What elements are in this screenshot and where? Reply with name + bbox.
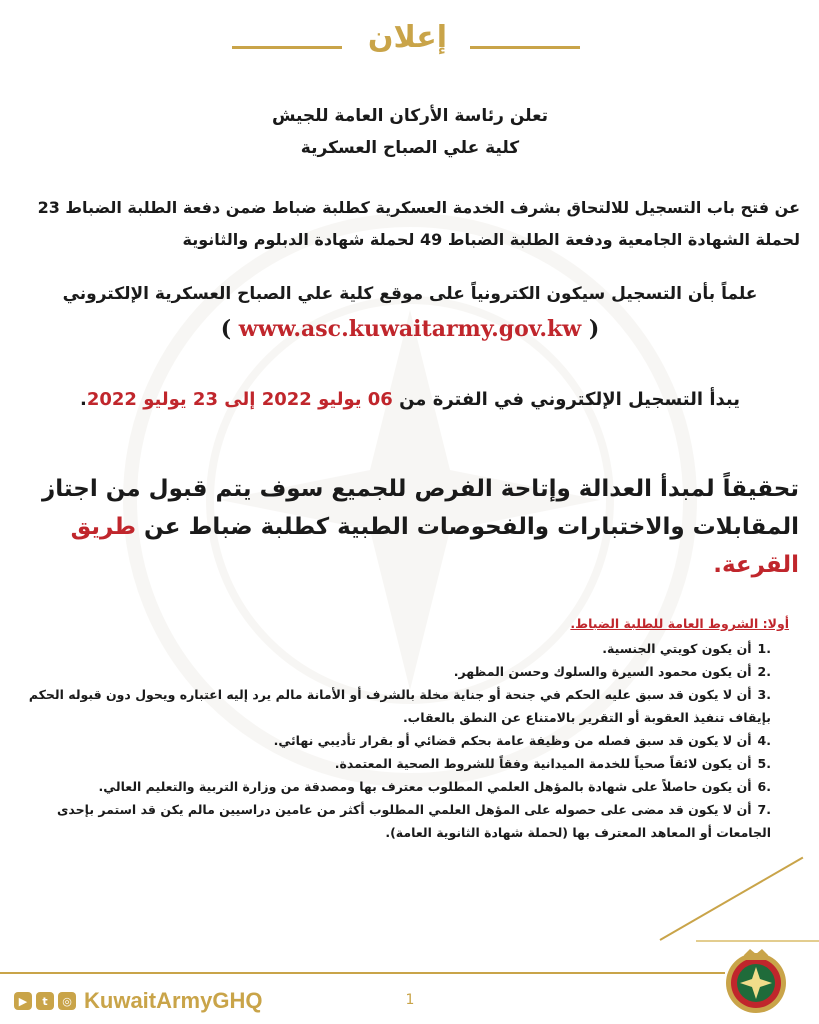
condition-number: .4	[757, 733, 771, 748]
condition-text: أن يكون حاصلاً على شهادة بالمؤهل العلمي المطلوب معترف بها ومصدقة من وزارة التربية والتعليم العالي.	[98, 779, 752, 794]
org-line-1: تعلن رئاسة الأركان العامة للجيش	[271, 106, 549, 126]
instagram-icon[interactable]: ◎	[58, 992, 76, 1010]
registration-dot: .	[80, 389, 87, 410]
main-announcement: عن فتح باب التسجيل للالتحاق بشرف الخدمة العسكرية كطلبة ضباط ضمن دفعة الطلبة الضباط 23 لحملة الشهادة الجامعية ودفعة الطلبة الضباط 49 لحملة شهادة الدبلوم والثانوية	[37, 198, 800, 249]
org-line-2: كلية علي الصباح العسكرية	[300, 138, 520, 158]
condition-number: .5	[757, 756, 771, 771]
footer-upper-rule	[696, 940, 819, 942]
footer-rule	[0, 972, 725, 974]
announcement-header	[0, 20, 819, 60]
condition-item	[19, 637, 789, 660]
header-rule-left	[232, 46, 342, 49]
conditions-title: أولا: الشروط العامة للطلبة الضباط.	[570, 616, 789, 631]
announcement-title: إعلان	[367, 20, 448, 55]
condition-text: أن لا يكون قد سبق عليه الحكم في جنحة أو جناية مخلة بالشرف أو الأمانة مالم يرد إليه اعتباره ويحول دون قبوله الحكم بإيقاف تنفيذ العقوبة أو التقرير بالامتناع عن النطق بالعقاب.	[28, 687, 771, 725]
condition-item	[19, 660, 789, 683]
condition-text: أن لا يكون قد سبق فصله من وظيفة عامة بحكم قضائي أو بقرار تأديبي نهائي.	[273, 733, 752, 748]
website-link[interactable]: www.asc.kuwaitarmy.gov.kw	[238, 316, 582, 342]
registration-note: علماً بأن التسجيل سيكون الكترونياً على موقع كلية علي الصباح العسكرية الإلكتروني	[62, 284, 758, 304]
condition-text: أن يكون لائقاً صحياً للخدمة الميدانية وفقاً للشروط الصحية المعتمدة.	[334, 756, 752, 771]
general-conditions	[19, 612, 789, 844]
condition-item	[19, 729, 789, 752]
condition-text: أن لا يكون قد مضى على حصوله على المؤهل العلمي المطلوب أكثر من عامين دراسيين مالم يكن قد استمر بإحدى الجامعات أو المعاهد المعترف بها (لحملة شهادة الثانوية العامة).	[56, 802, 771, 840]
lottery-highlight: طريق القرعة.	[70, 514, 799, 578]
url-paren-open: (	[220, 316, 232, 342]
condition-item	[19, 752, 789, 775]
army-emblem-icon	[720, 945, 792, 1017]
condition-item	[19, 683, 789, 729]
social-bar	[14, 988, 262, 1014]
registration-period	[20, 389, 800, 410]
condition-item	[19, 775, 789, 798]
header-rule-right	[470, 46, 580, 49]
registration-separator: إلى	[224, 389, 256, 410]
page-number: 1	[405, 992, 415, 1008]
condition-text: أن يكون كويتي الجنسية.	[602, 641, 752, 656]
registration-prefix: يبدأ التسجيل الإلكتروني في الفترة من	[399, 389, 740, 410]
social-handle[interactable]: KuwaitArmyGHQ	[84, 988, 263, 1013]
registration-start-date: 06 يوليو 2022	[261, 389, 393, 410]
condition-item	[19, 798, 789, 844]
fairness-text: تحقيقاً لمبدأ العدالة وإتاحة الفرص للجميع سوف يتم قبول من اجتاز المقابلات والاختبارات والفحوصات الطبية كطلبة ضباط عن	[41, 476, 799, 540]
condition-text: أن يكون محمود السيرة والسلوك وحسن المظهر.	[453, 664, 752, 679]
fairness-statement	[19, 470, 799, 584]
condition-number: .3	[757, 687, 771, 702]
condition-number: .1	[757, 641, 771, 656]
condition-number: .6	[757, 779, 771, 794]
youtube-icon[interactable]: ▶	[14, 992, 32, 1010]
registration-end-date: 23 يوليو 2022	[86, 389, 218, 410]
url-paren-close: )	[588, 316, 600, 342]
footer-diagonal-rule	[660, 857, 804, 941]
condition-number: .2	[757, 664, 771, 679]
website-line	[20, 316, 800, 342]
twitter-icon[interactable]: t	[36, 992, 54, 1010]
condition-number: .7	[757, 802, 771, 817]
